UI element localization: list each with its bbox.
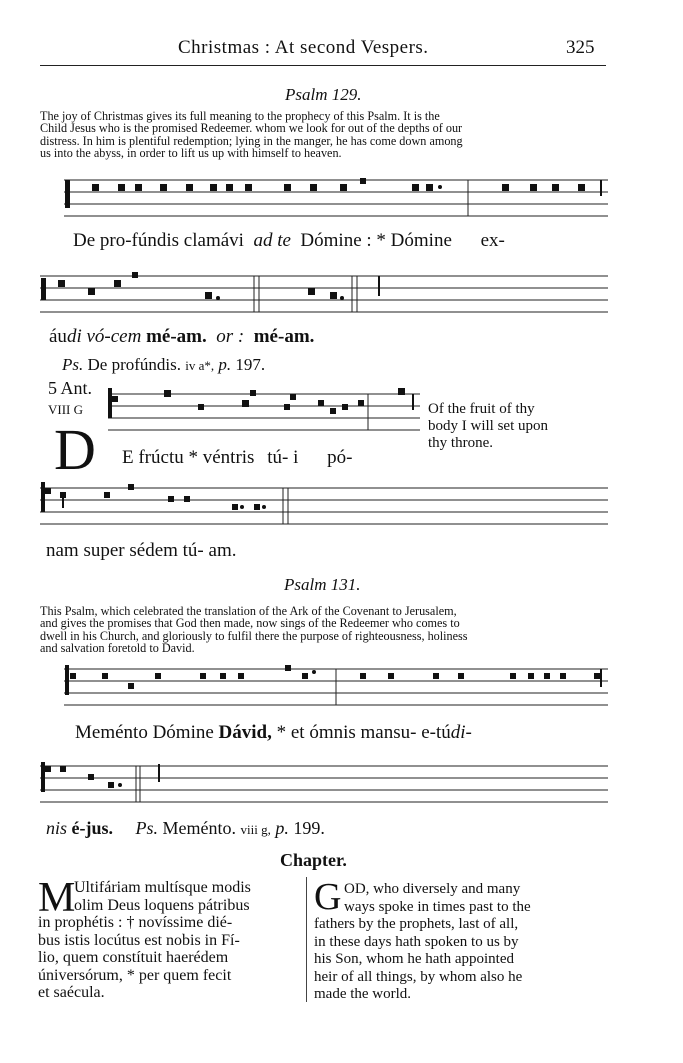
note-line: and gives the promises that God then made, now sings of the Redeemer who comes to [40, 616, 460, 631]
english-line: made the world. [314, 986, 412, 1003]
lyric-bold: Dávid, [218, 722, 272, 743]
chant-staff-1 [40, 172, 608, 222]
english-line: OD, who diversely and many [344, 881, 521, 897]
lyric-italic: ad te [253, 230, 291, 251]
staff-2-svg [40, 270, 608, 320]
lyric-segment: áu [49, 326, 67, 347]
lyric-segment: E frúctu [122, 447, 184, 468]
staff-antiphon-2-svg [40, 482, 608, 532]
ref-label: Ps. [62, 355, 84, 374]
english-line: heir of all things, by whom also he [314, 968, 523, 985]
lyric-italic: or : [216, 326, 245, 347]
latin-line: lio, quem constítuit haerédem [38, 949, 229, 967]
psalm-129-lyrics-2 [49, 326, 314, 348]
chapter-english-body [314, 916, 602, 1004]
lyric-bold: é-jus. [71, 818, 114, 838]
lyric-segment: Meménto Dómine [75, 722, 214, 743]
antiphon-initial: D [54, 417, 96, 482]
latin-line: úniversórum, * per quem fecit [38, 966, 232, 984]
lyric-italic: nis [46, 818, 68, 838]
ref-mode: viii g, [240, 822, 271, 837]
ref-mode: iv a*, [185, 358, 215, 373]
psalm-131-lyrics-2 [46, 818, 325, 839]
note-line: distress. In him is plentiful redemption; lying in the manger, he has come down among [40, 133, 463, 148]
note-line: Child Jesus who is the promised Redeemer. whom we look for out of the depths of our [40, 121, 463, 136]
running-header-title: Christmas : At second Vespers. [178, 37, 429, 58]
antiphon-label: Ant. [60, 378, 93, 398]
note-line: and salvation foretold to David. [40, 641, 195, 656]
psalm-129-reference [62, 355, 265, 375]
header-rule [40, 65, 606, 66]
translation-line: thy throne. [428, 435, 493, 451]
ref-page: 199. [293, 818, 325, 838]
lyric-segment: pó- [327, 447, 353, 468]
psalm-131-note [40, 605, 608, 655]
lyric-segment: De pro-fúndis clamávi [73, 230, 244, 251]
staff-4-svg [40, 760, 608, 810]
column-divider [306, 877, 307, 1002]
chant-staff-antiphon [100, 388, 422, 436]
ref-p: p. [218, 355, 232, 374]
antiphon-lyrics-2: nam super sédem tú- am. [46, 540, 237, 561]
latin-line: Ultifáriam multísque modis [74, 879, 251, 896]
note-line: This Psalm, which celebrated the translation of the Ark of the Covenant to Jerusalem, [40, 604, 457, 618]
lyric-bold: mé-am. [146, 326, 207, 347]
psalm-129-note [40, 110, 608, 160]
note-line: us into the abyss, in order to lift us up with himself to heaven. [40, 146, 342, 161]
chant-staff-3 [40, 663, 608, 713]
chapter-latin-initial: M [38, 875, 76, 921]
english-line: in these days hath spoken to us by [314, 933, 519, 950]
antiphon-lyrics-1 [122, 447, 352, 469]
staff-1-svg [40, 172, 608, 222]
chant-staff-antiphon-2 [40, 482, 608, 532]
note-line: dwell in his Church, and gloriously to fulfil there the purpose of righteousness, holiness [40, 628, 468, 643]
lyric-italic: di vó-cem [66, 326, 142, 347]
latin-line: in prophétis : † novíssime dié- [38, 914, 233, 931]
lyric-segment: tú- [267, 447, 289, 468]
lyric-segment: i [293, 447, 299, 468]
ref-text: Meménto. [162, 818, 237, 838]
chant-staff-2 [40, 270, 608, 320]
english-line: ways spoke in times past to the [344, 898, 531, 915]
psalm-129-lyrics-1 [73, 230, 505, 252]
lyric-segment: Dómine : * Dómine [300, 230, 452, 251]
chant-staff-4 [40, 760, 608, 810]
chapter-english-top [344, 881, 602, 916]
staff-3-svg [40, 663, 608, 713]
psalm-131-lyrics-1 [75, 722, 472, 744]
antiphon-number: 5 [48, 378, 57, 398]
lyric-segment: véntris [202, 447, 255, 468]
note-line: The joy of Christmas gives its full meaning to the prophecy of this Psalm. It is the [40, 109, 440, 123]
page-number: 325 [566, 37, 595, 58]
english-line: his Son, whom he hath appointed [314, 951, 514, 968]
english-line: fathers by the prophets, last of all, [314, 916, 519, 932]
antiphon-mode: VIII G [48, 402, 84, 417]
ref-page: 197. [235, 355, 266, 374]
lyric-bold: mé-am. [253, 326, 315, 347]
chapter-title: Chapter. [280, 850, 347, 870]
ref-text: De profúndis. [87, 355, 181, 374]
lyric-italic: di- [450, 722, 472, 743]
chapter-latin-top [74, 879, 302, 914]
translation-line: body I will set upon [428, 418, 548, 434]
latin-line: olim Deus loquens pátribus [74, 896, 250, 914]
chapter-english-initial: G [314, 876, 342, 918]
antiphon-number-label [48, 378, 92, 399]
latin-line: bus istis locútus est nobis in Fí- [38, 931, 240, 949]
ref-label: Ps. [135, 818, 159, 838]
lyric-segment: * et ómnis mansu- e-tú [276, 722, 451, 743]
psalm-131-heading: Psalm 131. [284, 575, 361, 594]
psalm-129-heading: Psalm 129. [285, 85, 362, 104]
chapter-latin-body [38, 914, 302, 1002]
antiphon-translation [428, 401, 608, 452]
ref-p: p. [275, 818, 289, 838]
translation-line: Of the fruit of thy [428, 401, 535, 417]
lyric-segment: ex- [480, 230, 505, 251]
lyric-segment: * [188, 447, 198, 468]
latin-line: et saécula. [38, 984, 105, 1002]
staff-antiphon-svg [100, 388, 422, 436]
